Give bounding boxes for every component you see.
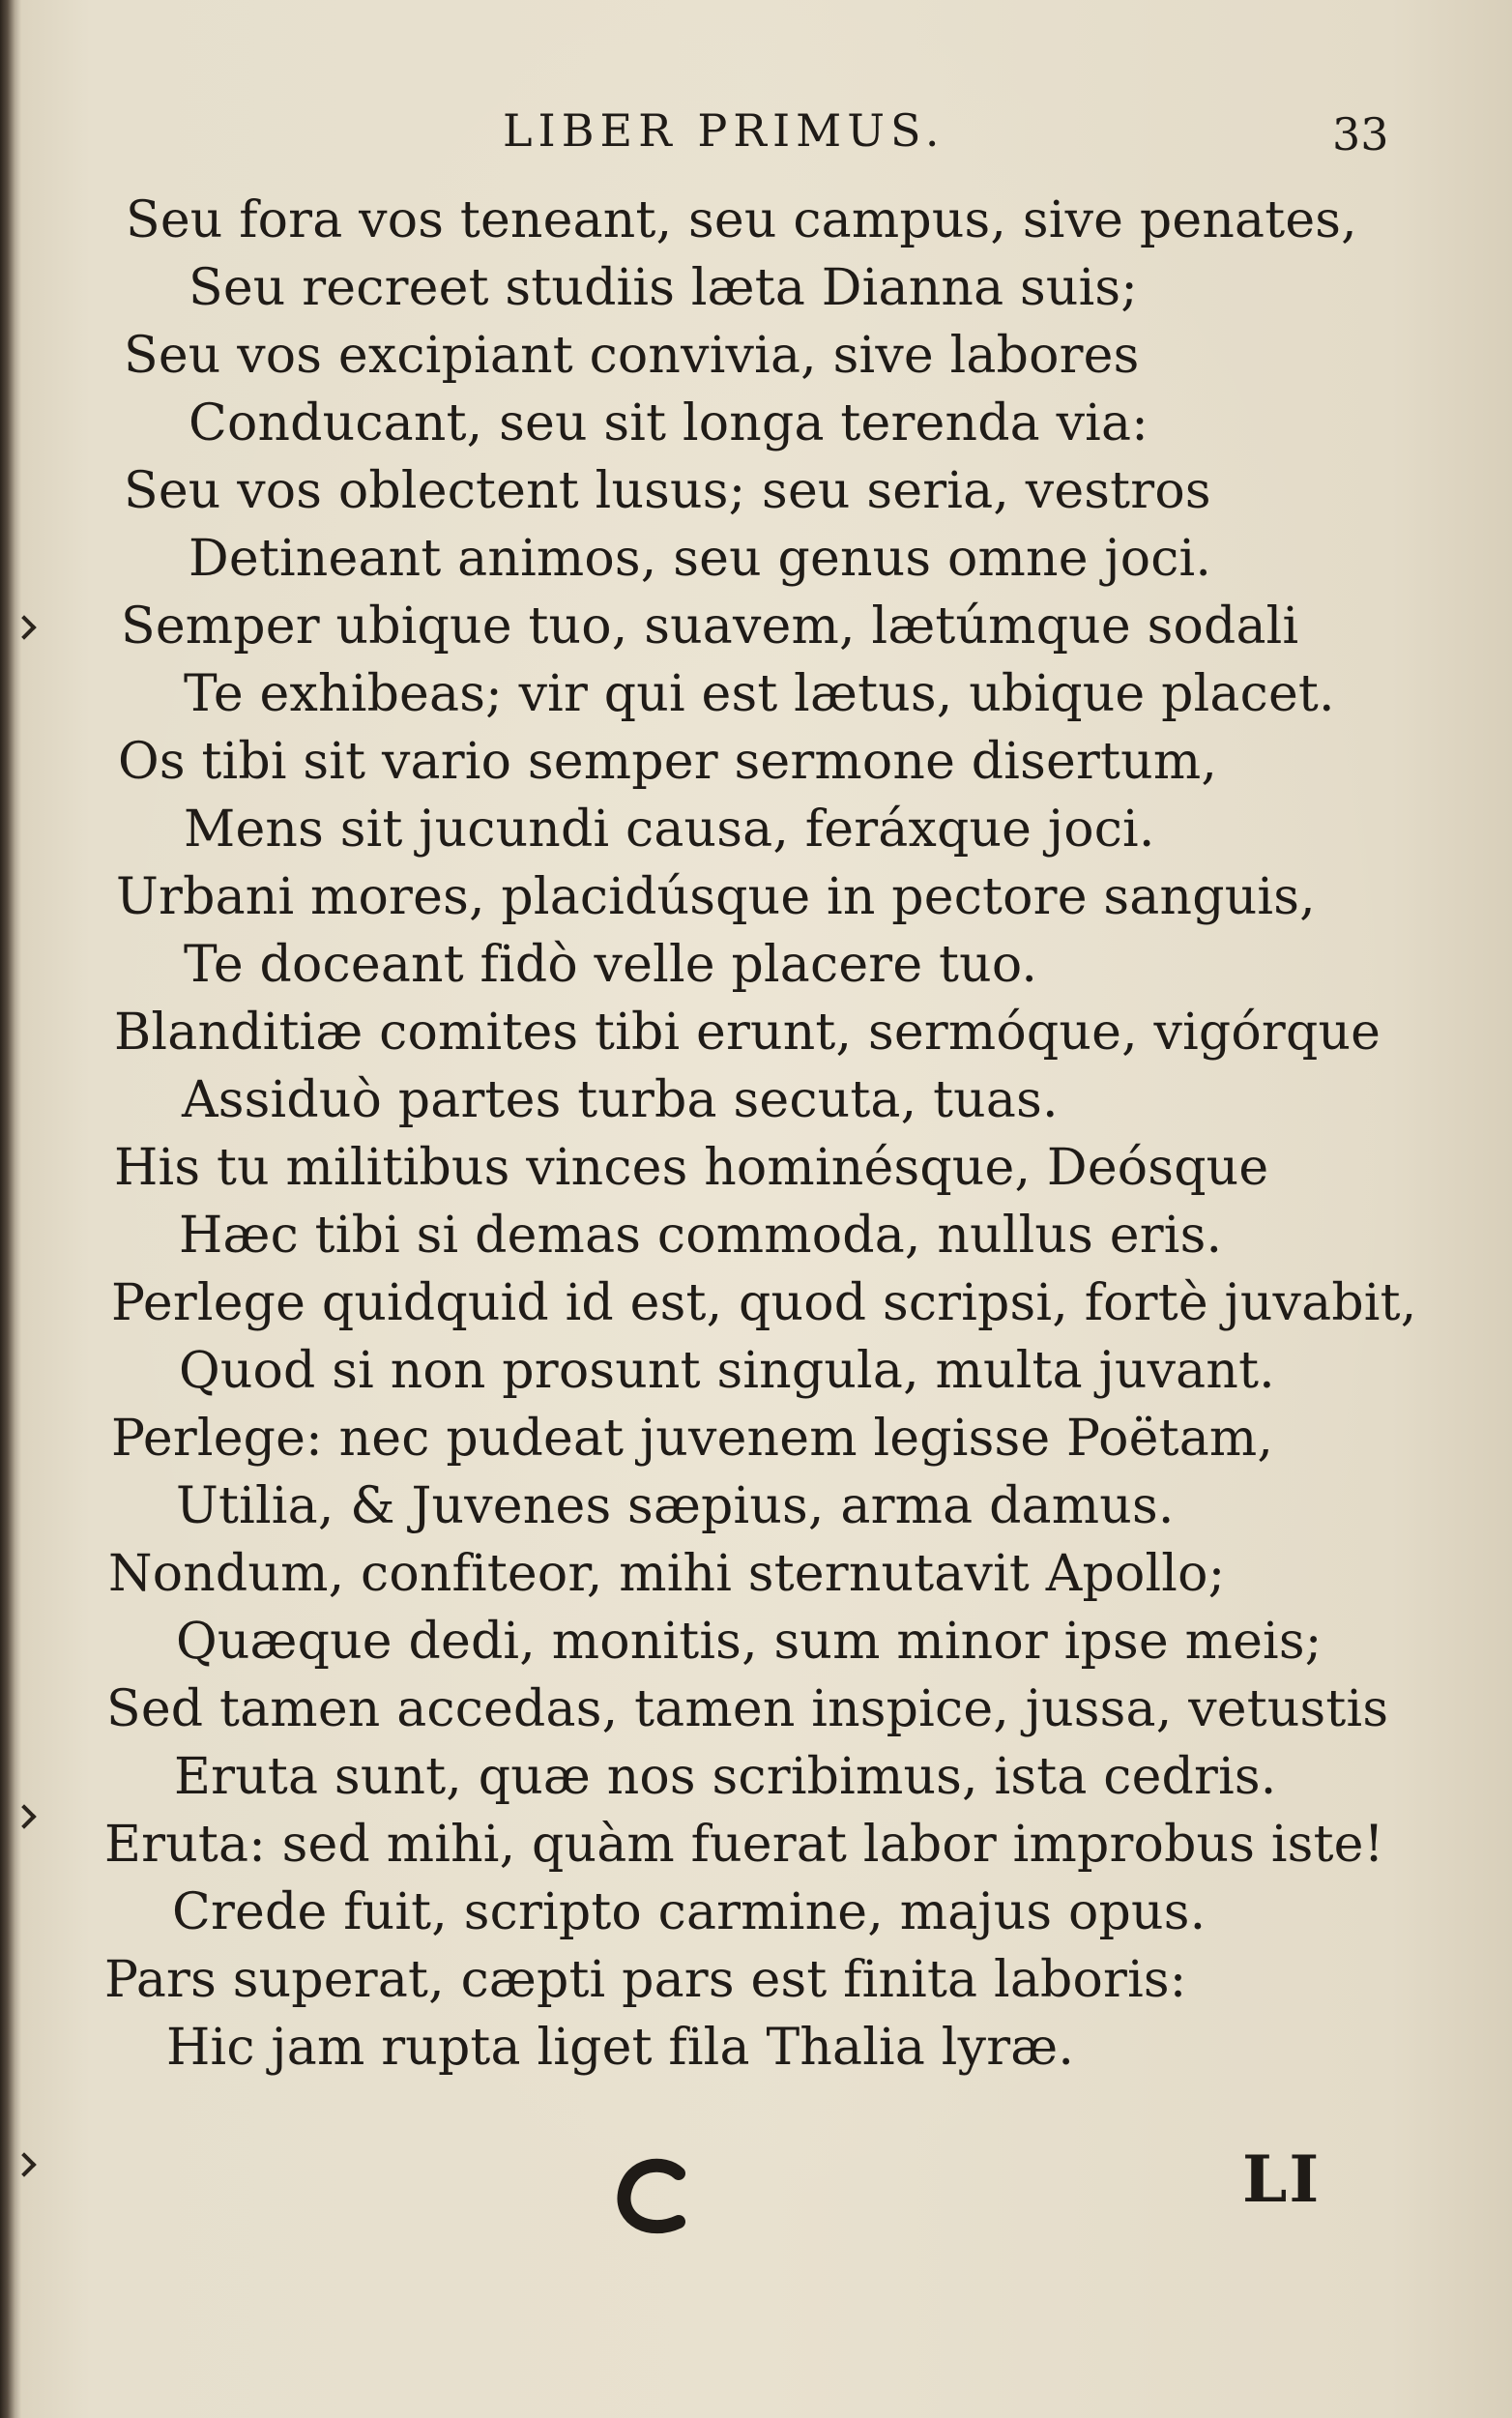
verse-line: Semper ubique tuo, suavem, lætúmque sodali [121, 597, 1299, 655]
verse-line: Seu recreet studiis læta Dianna suis; [189, 259, 1139, 317]
verse-line: Detineant animos, seu genus omne joci. [189, 530, 1212, 588]
verse-line: Quæque dedi, monitis, sum minor ipse meis; [176, 1613, 1323, 1671]
verse-line: Utilia, & Juvenes sæpius, arma damus. [176, 1477, 1175, 1535]
catchword: LI [1242, 2141, 1322, 2217]
binding-gutter [0, 0, 21, 2418]
verse-line: Hic jam rupta liget fila Thalia lyræ. [166, 2019, 1075, 2077]
verse-line: Blanditiæ comites tibi erunt, sermóque, vigórque [114, 1004, 1381, 1062]
verse-line: Hæc tibi si demas commoda, nullus eris. [179, 1207, 1223, 1265]
verse-line: Quod si non prosunt singula, multa juvant. [179, 1342, 1275, 1400]
verse-line: Te doceant fidò velle placere tuo. [184, 936, 1038, 994]
verse-line: Os tibi sit vario semper sermone disertum, [118, 733, 1218, 791]
verse-line: Eruta sunt, quæ nos scribimus, ista cedris. [174, 1748, 1277, 1806]
page-number: 33 [1332, 108, 1389, 160]
verse-line: Seu fora vos teneant, seu campus, sive penates, [126, 191, 1357, 249]
verse-line: Conducant, seu sit longa terenda via: [189, 394, 1149, 452]
verse-line: Nondum, confiteor, mihi sternutavit Apollo; [108, 1545, 1226, 1603]
verse-line: Te exhibeas; vir qui est lætus, ubique placet. [184, 665, 1335, 723]
verse-line: Sed tamen accedas, tamen inspice, jussa, vetustis [106, 1680, 1389, 1738]
verse-line: Seu vos excipiant convivia, sive labores [124, 327, 1140, 385]
running-title: LIBER PRIMUS. [503, 104, 945, 157]
signature-mark-icon [611, 2154, 698, 2241]
verse-line: Perlege quidquid id est, quod scripsi, fortè juvabit, [111, 1274, 1417, 1332]
verse-line: Mens sit jucundi causa, feráxque joci. [184, 801, 1155, 859]
verse-line: Perlege: nec pudeat juvenem legisse Poëtam, [111, 1410, 1274, 1468]
verse-line: Urbani mores, placidúsque in pectore sanguis, [116, 868, 1316, 926]
verse-line: His tu militibus vinces hominésque, Deósque [114, 1139, 1269, 1197]
verse-line: Eruta: sed mihi, quàm fuerat labor improbus iste! [104, 1816, 1384, 1874]
verse-line: Pars superat, cæpti pars est finita laboris: [104, 1951, 1187, 2009]
verse-line: Assiduò partes turba secuta, tuas. [182, 1071, 1059, 1129]
verse-line: Seu vos oblectent lusus; seu seria, vestros [124, 462, 1211, 520]
verse-line: Crede fuit, scripto carmine, majus opus. [172, 1883, 1207, 1941]
